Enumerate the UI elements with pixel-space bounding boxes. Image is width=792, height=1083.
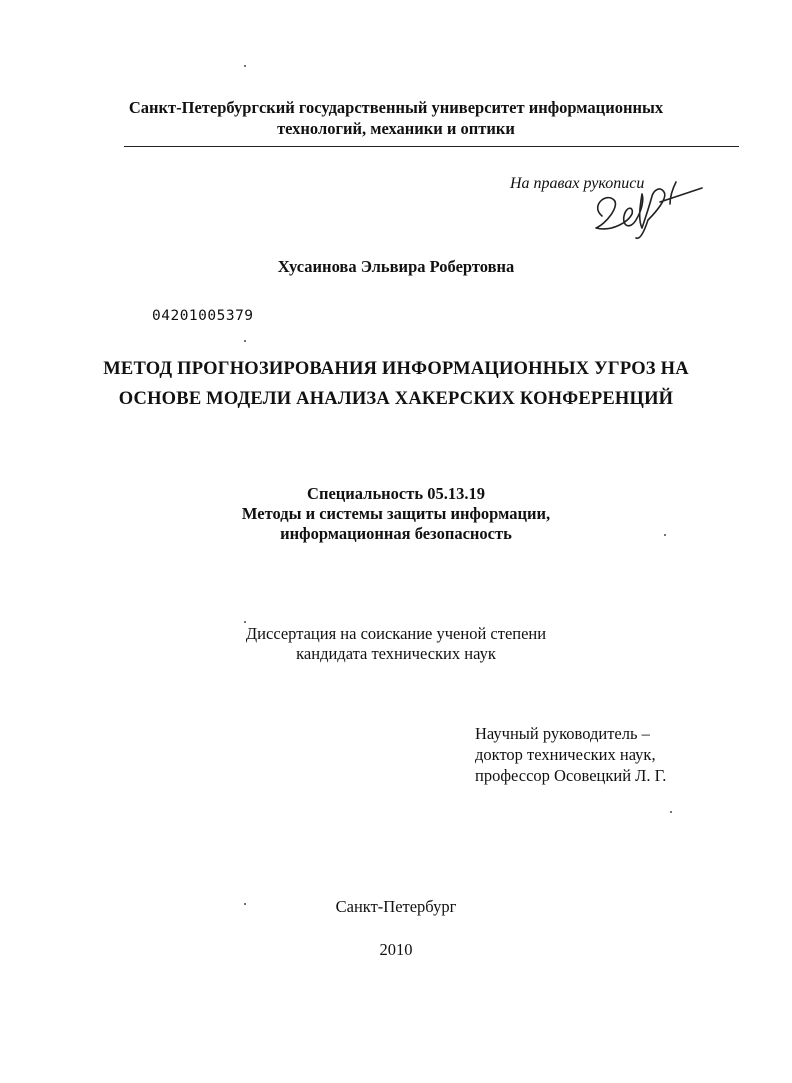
scan-speck: [244, 903, 246, 905]
university-line-2: технологий, механики и оптики: [277, 119, 515, 138]
scan-speck: [664, 534, 666, 536]
scan-speck: [244, 621, 246, 623]
advisor-line-1: Научный руководитель –: [475, 724, 650, 743]
catalog-code: 04201005379: [152, 308, 254, 324]
title-line-1: МЕТОД ПРОГНОЗИРОВАНИЯ ИНФОРМАЦИОННЫХ УГРОЗ НА: [103, 359, 689, 379]
university-line-1: Санкт-Петербургский государственный университет информационных: [128, 98, 664, 117]
specialty-block: [0, 484, 792, 544]
header-divider: [124, 146, 739, 147]
scan-speck: [244, 65, 246, 67]
advisor-line-2: доктор технических наук,: [475, 745, 656, 764]
scientific-advisor: [475, 723, 666, 786]
specialty-line-1: Специальность 05.13.19: [307, 484, 485, 503]
manuscript-rights-note: На правах рукописи: [510, 175, 645, 192]
scan-speck: [670, 811, 672, 813]
scan-speck: [244, 340, 246, 342]
advisor-line-3: профессор Осовецкий Л. Г.: [475, 766, 667, 785]
city: Санкт-Петербург: [335, 897, 457, 916]
title-line-2: ОСНОВЕ МОДЕЛИ АНАЛИЗА ХАКЕРСКИХ КОНФЕРЕНЦИЙ: [118, 389, 674, 409]
specialty-line-3: информационная безопасность: [280, 524, 512, 543]
dissertation-title: [0, 354, 792, 414]
degree-line-2: кандидата технических наук: [296, 644, 496, 663]
year: 2010: [379, 940, 413, 959]
author-name: Хусаинова Эльвира Робертовна: [277, 257, 515, 276]
degree-line-1: Диссертация на соискание ученой степени: [245, 624, 547, 643]
university-name: [0, 97, 792, 139]
specialty-line-2: Методы и системы защиты информации,: [241, 504, 551, 523]
dissertation-degree: [0, 624, 792, 664]
signature-icon: [584, 176, 704, 242]
